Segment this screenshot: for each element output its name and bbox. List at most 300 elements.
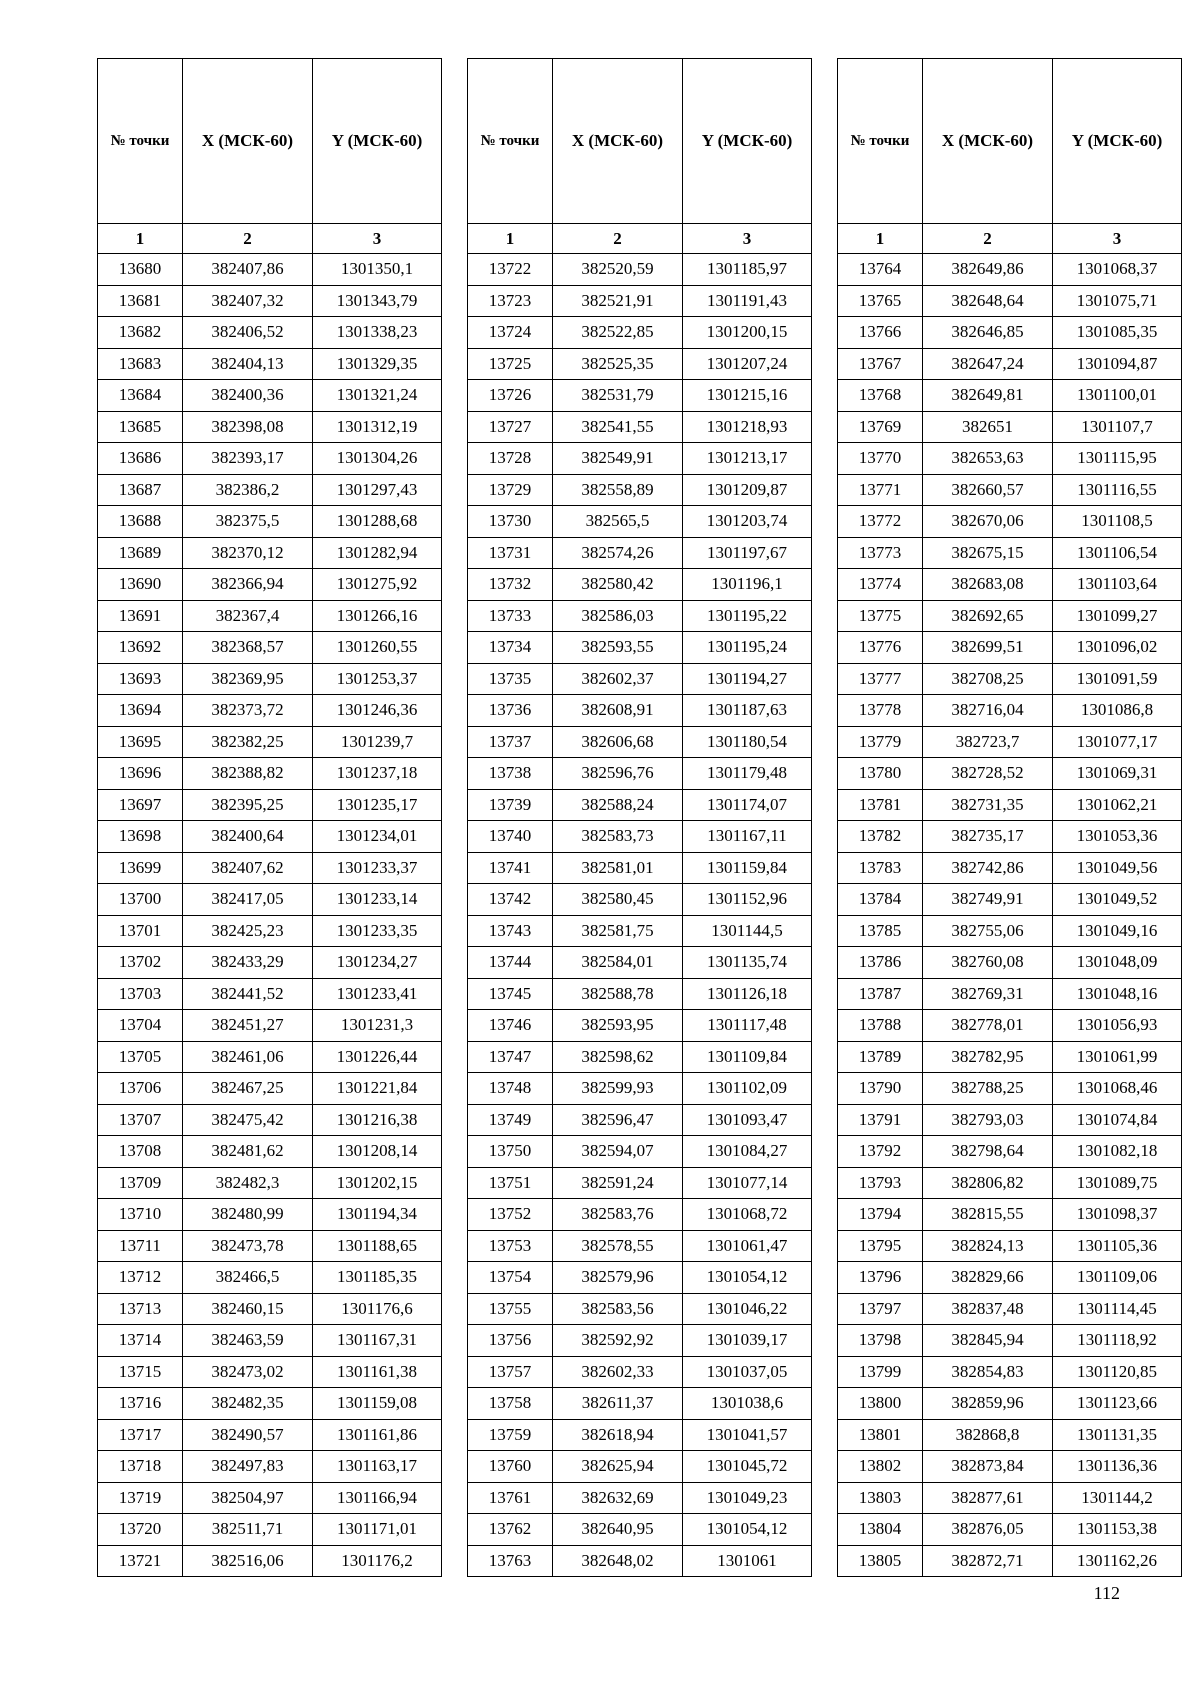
table-row	[838, 1293, 1182, 1325]
y-coordinate-cell: 1301343,79	[313, 285, 442, 317]
y-coordinate-cell: 1301048,09	[1053, 947, 1182, 979]
x-coordinate-cell: 382646,85	[923, 317, 1053, 349]
table-row	[98, 506, 442, 538]
table-row	[468, 632, 812, 664]
table-row	[98, 537, 442, 569]
y-coordinate-cell: 1301136,36	[1053, 1451, 1182, 1483]
y-coordinate-cell: 1301106,54	[1053, 537, 1182, 569]
x-coordinate-cell: 382395,25	[183, 789, 313, 821]
table-row	[468, 474, 812, 506]
header-x: X (МСК-60)	[553, 59, 683, 224]
y-coordinate-cell: 1301304,26	[313, 443, 442, 475]
table-row	[838, 1262, 1182, 1294]
table-row	[98, 1073, 442, 1105]
x-coordinate-cell: 382583,56	[553, 1293, 683, 1325]
y-coordinate-cell: 1301100,01	[1053, 380, 1182, 412]
x-coordinate-cell: 382461,06	[183, 1041, 313, 1073]
x-coordinate-cell: 382373,72	[183, 695, 313, 727]
x-coordinate-cell: 382749,91	[923, 884, 1053, 916]
x-coordinate-cell: 382618,94	[553, 1419, 683, 1451]
y-coordinate-cell: 1301282,94	[313, 537, 442, 569]
table-row	[98, 285, 442, 317]
table-row	[838, 1388, 1182, 1420]
y-coordinate-cell: 1301275,92	[313, 569, 442, 601]
y-coordinate-cell: 1301082,18	[1053, 1136, 1182, 1168]
point-number-cell: 13775	[838, 600, 923, 632]
table-row	[838, 1073, 1182, 1105]
table-row	[468, 852, 812, 884]
column-number: 1	[468, 224, 553, 254]
point-number-cell: 13802	[838, 1451, 923, 1483]
point-number-cell: 13780	[838, 758, 923, 790]
table-row	[468, 1230, 812, 1262]
x-coordinate-cell: 382451,27	[183, 1010, 313, 1042]
table-row	[838, 947, 1182, 979]
table-row	[98, 1388, 442, 1420]
point-number-cell: 13706	[98, 1073, 183, 1105]
y-coordinate-cell: 1301135,74	[683, 947, 812, 979]
x-coordinate-cell: 382632,69	[553, 1482, 683, 1514]
point-number-cell: 13718	[98, 1451, 183, 1483]
table-row	[468, 1545, 812, 1577]
point-number-cell: 13753	[468, 1230, 553, 1262]
y-coordinate-cell: 1301200,15	[683, 317, 812, 349]
point-number-cell: 13759	[468, 1419, 553, 1451]
x-coordinate-cell: 382683,08	[923, 569, 1053, 601]
y-coordinate-cell: 1301107,7	[1053, 411, 1182, 443]
point-number-cell: 13796	[838, 1262, 923, 1294]
y-coordinate-cell: 1301093,47	[683, 1104, 812, 1136]
x-coordinate-cell: 382425,23	[183, 915, 313, 947]
x-coordinate-cell: 382398,08	[183, 411, 313, 443]
table-row	[468, 506, 812, 538]
x-coordinate-cell: 382407,62	[183, 852, 313, 884]
table-row	[838, 1167, 1182, 1199]
x-coordinate-cell: 382778,01	[923, 1010, 1053, 1042]
x-coordinate-cell: 382599,93	[553, 1073, 683, 1105]
point-number-cell: 13752	[468, 1199, 553, 1231]
point-number-cell: 13772	[838, 506, 923, 538]
y-coordinate-cell: 1301167,11	[683, 821, 812, 853]
point-number-cell: 13746	[468, 1010, 553, 1042]
point-number-cell: 13803	[838, 1482, 923, 1514]
x-coordinate-cell: 382788,25	[923, 1073, 1053, 1105]
y-coordinate-cell: 1301312,19	[313, 411, 442, 443]
x-coordinate-cell: 382602,37	[553, 663, 683, 695]
y-coordinate-cell: 1301218,93	[683, 411, 812, 443]
y-coordinate-cell: 1301116,55	[1053, 474, 1182, 506]
table-row	[98, 380, 442, 412]
x-coordinate-cell: 382406,52	[183, 317, 313, 349]
y-coordinate-cell: 1301126,18	[683, 978, 812, 1010]
table-row	[468, 1199, 812, 1231]
table-row	[838, 285, 1182, 317]
table-row	[838, 884, 1182, 916]
point-number-cell: 13756	[468, 1325, 553, 1357]
x-coordinate-cell: 382583,73	[553, 821, 683, 853]
table-row	[98, 695, 442, 727]
y-coordinate-cell: 1301176,6	[313, 1293, 442, 1325]
x-coordinate-cell: 382793,03	[923, 1104, 1053, 1136]
x-coordinate-cell: 382649,86	[923, 254, 1053, 286]
x-coordinate-cell: 382407,86	[183, 254, 313, 286]
column-number: 2	[553, 224, 683, 254]
table-row	[838, 852, 1182, 884]
point-number-cell: 13760	[468, 1451, 553, 1483]
y-coordinate-cell: 1301350,1	[313, 254, 442, 286]
x-coordinate-cell: 382731,35	[923, 789, 1053, 821]
coordinate-table-3	[837, 58, 1182, 1577]
y-coordinate-cell: 1301231,3	[313, 1010, 442, 1042]
table-row	[838, 663, 1182, 695]
y-coordinate-cell: 1301152,96	[683, 884, 812, 916]
y-coordinate-cell: 1301191,43	[683, 285, 812, 317]
point-number-cell: 13717	[98, 1419, 183, 1451]
point-number-cell: 13726	[468, 380, 553, 412]
header-row	[838, 59, 1182, 224]
y-coordinate-cell: 1301239,7	[313, 726, 442, 758]
point-number-cell: 13749	[468, 1104, 553, 1136]
y-coordinate-cell: 1301234,01	[313, 821, 442, 853]
y-coordinate-cell: 1301098,37	[1053, 1199, 1182, 1231]
point-number-cell: 13720	[98, 1514, 183, 1546]
point-number-cell: 13716	[98, 1388, 183, 1420]
y-coordinate-cell: 1301221,84	[313, 1073, 442, 1105]
x-coordinate-cell: 382433,29	[183, 947, 313, 979]
table-row	[98, 1482, 442, 1514]
point-number-cell: 13691	[98, 600, 183, 632]
point-number-cell: 13725	[468, 348, 553, 380]
table-row	[838, 758, 1182, 790]
y-coordinate-cell: 1301108,5	[1053, 506, 1182, 538]
table-row	[98, 600, 442, 632]
y-coordinate-cell: 1301074,84	[1053, 1104, 1182, 1136]
x-coordinate-cell: 382606,68	[553, 726, 683, 758]
point-number-cell: 13778	[838, 695, 923, 727]
x-coordinate-cell: 382584,01	[553, 947, 683, 979]
y-coordinate-cell: 1301187,63	[683, 695, 812, 727]
table-row	[468, 758, 812, 790]
y-coordinate-cell: 1301077,17	[1053, 726, 1182, 758]
x-coordinate-cell: 382660,57	[923, 474, 1053, 506]
x-coordinate-cell: 382473,02	[183, 1356, 313, 1388]
point-number-cell: 13698	[98, 821, 183, 853]
y-coordinate-cell: 1301131,35	[1053, 1419, 1182, 1451]
x-coordinate-cell: 382877,61	[923, 1482, 1053, 1514]
x-coordinate-cell: 382386,2	[183, 474, 313, 506]
table-row	[98, 1041, 442, 1073]
table-row	[98, 317, 442, 349]
table-row	[98, 1230, 442, 1262]
y-coordinate-cell: 1301068,72	[683, 1199, 812, 1231]
point-number-cell: 13781	[838, 789, 923, 821]
x-coordinate-cell: 382417,05	[183, 884, 313, 916]
y-coordinate-cell: 1301077,14	[683, 1167, 812, 1199]
x-coordinate-cell: 382579,96	[553, 1262, 683, 1294]
point-number-cell: 13731	[468, 537, 553, 569]
point-number-cell: 13693	[98, 663, 183, 695]
x-coordinate-cell: 382692,65	[923, 600, 1053, 632]
x-coordinate-cell: 382728,52	[923, 758, 1053, 790]
point-number-cell: 13744	[468, 947, 553, 979]
y-coordinate-cell: 1301171,01	[313, 1514, 442, 1546]
table-row	[98, 348, 442, 380]
x-coordinate-cell: 382815,55	[923, 1199, 1053, 1231]
x-coordinate-cell: 382404,13	[183, 348, 313, 380]
x-coordinate-cell: 382625,94	[553, 1451, 683, 1483]
y-coordinate-cell: 1301321,24	[313, 380, 442, 412]
point-number-cell: 13783	[838, 852, 923, 884]
column-number: 1	[838, 224, 923, 254]
table-row	[468, 1262, 812, 1294]
y-coordinate-cell: 1301215,16	[683, 380, 812, 412]
table-row	[98, 947, 442, 979]
point-number-cell: 13786	[838, 947, 923, 979]
x-coordinate-cell: 382393,17	[183, 443, 313, 475]
table-row	[838, 632, 1182, 664]
table-row	[468, 317, 812, 349]
point-number-cell: 13719	[98, 1482, 183, 1514]
point-number-cell: 13777	[838, 663, 923, 695]
x-coordinate-cell: 382521,91	[553, 285, 683, 317]
y-coordinate-cell: 1301039,17	[683, 1325, 812, 1357]
x-coordinate-cell: 382580,42	[553, 569, 683, 601]
table-body	[838, 254, 1182, 1577]
y-coordinate-cell: 1301297,43	[313, 474, 442, 506]
point-number-cell: 13768	[838, 380, 923, 412]
x-coordinate-cell: 382598,62	[553, 1041, 683, 1073]
table-row	[838, 1545, 1182, 1577]
x-coordinate-cell: 382602,33	[553, 1356, 683, 1388]
x-coordinate-cell: 382382,25	[183, 726, 313, 758]
point-number-cell: 13715	[98, 1356, 183, 1388]
table-row	[838, 821, 1182, 853]
y-coordinate-cell: 1301049,16	[1053, 915, 1182, 947]
table-row	[98, 1514, 442, 1546]
x-coordinate-cell: 382481,62	[183, 1136, 313, 1168]
table-row	[98, 1451, 442, 1483]
table-row	[98, 1293, 442, 1325]
point-number-cell: 13735	[468, 663, 553, 695]
column-number: 3	[1053, 224, 1182, 254]
table-row	[98, 1545, 442, 1577]
y-coordinate-cell: 1301144,5	[683, 915, 812, 947]
y-coordinate-cell: 1301046,22	[683, 1293, 812, 1325]
point-number-cell: 13696	[98, 758, 183, 790]
table-row	[468, 1073, 812, 1105]
point-number-cell: 13695	[98, 726, 183, 758]
table-row	[98, 852, 442, 884]
x-coordinate-cell: 382824,13	[923, 1230, 1053, 1262]
table-row	[98, 1136, 442, 1168]
y-coordinate-cell: 1301061,99	[1053, 1041, 1182, 1073]
point-number-cell: 13702	[98, 947, 183, 979]
table-row	[468, 600, 812, 632]
y-coordinate-cell: 1301195,22	[683, 600, 812, 632]
point-number-cell: 13738	[468, 758, 553, 790]
table-row	[468, 726, 812, 758]
point-number-cell: 13685	[98, 411, 183, 443]
x-coordinate-cell: 382370,12	[183, 537, 313, 569]
y-coordinate-cell: 1301161,86	[313, 1419, 442, 1451]
x-coordinate-cell: 382475,42	[183, 1104, 313, 1136]
y-coordinate-cell: 1301197,67	[683, 537, 812, 569]
table-row	[838, 695, 1182, 727]
x-coordinate-cell: 382735,17	[923, 821, 1053, 853]
x-coordinate-cell: 382482,35	[183, 1388, 313, 1420]
table-row	[468, 1104, 812, 1136]
point-number-cell: 13723	[468, 285, 553, 317]
column-number: 2	[183, 224, 313, 254]
y-coordinate-cell: 1301207,24	[683, 348, 812, 380]
y-coordinate-cell: 1301195,24	[683, 632, 812, 664]
x-coordinate-cell: 382463,59	[183, 1325, 313, 1357]
table-row	[468, 1514, 812, 1546]
table-row	[838, 600, 1182, 632]
y-coordinate-cell: 1301089,75	[1053, 1167, 1182, 1199]
table-row	[838, 1482, 1182, 1514]
column-number-row	[98, 224, 442, 254]
table-row	[838, 789, 1182, 821]
x-coordinate-cell: 382755,06	[923, 915, 1053, 947]
x-coordinate-cell: 382467,25	[183, 1073, 313, 1105]
table-row	[838, 1419, 1182, 1451]
x-coordinate-cell: 382466,5	[183, 1262, 313, 1294]
y-coordinate-cell: 1301166,94	[313, 1482, 442, 1514]
x-coordinate-cell: 382580,45	[553, 884, 683, 916]
point-number-cell: 13785	[838, 915, 923, 947]
y-coordinate-cell: 1301196,1	[683, 569, 812, 601]
y-coordinate-cell: 1301048,16	[1053, 978, 1182, 1010]
point-number-cell: 13793	[838, 1167, 923, 1199]
x-coordinate-cell: 382675,15	[923, 537, 1053, 569]
column-number: 1	[98, 224, 183, 254]
y-coordinate-cell: 1301233,14	[313, 884, 442, 916]
y-coordinate-cell: 1301096,02	[1053, 632, 1182, 664]
table-row	[98, 978, 442, 1010]
point-number-cell: 13800	[838, 1388, 923, 1420]
x-coordinate-cell: 382581,01	[553, 852, 683, 884]
x-coordinate-cell: 382407,32	[183, 285, 313, 317]
point-number-cell: 13766	[838, 317, 923, 349]
y-coordinate-cell: 1301163,17	[313, 1451, 442, 1483]
point-number-cell: 13791	[838, 1104, 923, 1136]
x-coordinate-cell: 382482,3	[183, 1167, 313, 1199]
table-row	[838, 1230, 1182, 1262]
table-row	[98, 254, 442, 286]
table-row	[838, 506, 1182, 538]
x-coordinate-cell: 382593,95	[553, 1010, 683, 1042]
y-coordinate-cell: 1301049,56	[1053, 852, 1182, 884]
table-row	[468, 947, 812, 979]
y-coordinate-cell: 1301174,07	[683, 789, 812, 821]
table-row	[468, 285, 812, 317]
x-coordinate-cell: 382574,26	[553, 537, 683, 569]
y-coordinate-cell: 1301185,35	[313, 1262, 442, 1294]
point-number-cell: 13790	[838, 1073, 923, 1105]
point-number-cell: 13801	[838, 1419, 923, 1451]
y-coordinate-cell: 1301109,06	[1053, 1262, 1182, 1294]
x-coordinate-cell: 382558,89	[553, 474, 683, 506]
point-number-cell: 13779	[838, 726, 923, 758]
y-coordinate-cell: 1301102,09	[683, 1073, 812, 1105]
point-number-cell: 13682	[98, 317, 183, 349]
x-coordinate-cell: 382504,97	[183, 1482, 313, 1514]
y-coordinate-cell: 1301216,38	[313, 1104, 442, 1136]
table-row	[468, 537, 812, 569]
x-coordinate-cell: 382388,82	[183, 758, 313, 790]
x-coordinate-cell: 382651	[923, 411, 1053, 443]
y-coordinate-cell: 1301176,2	[313, 1545, 442, 1577]
point-number-cell: 13736	[468, 695, 553, 727]
table-row	[468, 1451, 812, 1483]
table-row	[98, 632, 442, 664]
y-coordinate-cell: 1301233,35	[313, 915, 442, 947]
table-row	[838, 1356, 1182, 1388]
table-row	[98, 663, 442, 695]
header-y: Y (МСК-60)	[1053, 59, 1182, 224]
x-coordinate-cell: 382460,15	[183, 1293, 313, 1325]
table-row	[98, 1356, 442, 1388]
x-coordinate-cell: 382798,64	[923, 1136, 1053, 1168]
table-row	[838, 254, 1182, 286]
y-coordinate-cell: 1301188,65	[313, 1230, 442, 1262]
x-coordinate-cell: 382531,79	[553, 380, 683, 412]
point-number-cell: 13750	[468, 1136, 553, 1168]
point-number-cell: 13712	[98, 1262, 183, 1294]
x-coordinate-cell: 382647,24	[923, 348, 1053, 380]
header-x: X (МСК-60)	[923, 59, 1053, 224]
point-number-cell: 13739	[468, 789, 553, 821]
x-coordinate-cell: 382375,5	[183, 506, 313, 538]
y-coordinate-cell: 1301062,21	[1053, 789, 1182, 821]
point-number-cell: 13776	[838, 632, 923, 664]
point-number-cell: 13737	[468, 726, 553, 758]
x-coordinate-cell: 382369,95	[183, 663, 313, 695]
x-coordinate-cell: 382511,71	[183, 1514, 313, 1546]
y-coordinate-cell: 1301253,37	[313, 663, 442, 695]
x-coordinate-cell: 382649,81	[923, 380, 1053, 412]
table-row	[98, 443, 442, 475]
point-number-cell: 13733	[468, 600, 553, 632]
point-number-cell: 13797	[838, 1293, 923, 1325]
table-row	[98, 758, 442, 790]
x-coordinate-cell: 382611,37	[553, 1388, 683, 1420]
y-coordinate-cell: 1301105,36	[1053, 1230, 1182, 1262]
point-number-cell: 13784	[838, 884, 923, 916]
point-number-cell: 13789	[838, 1041, 923, 1073]
table-row	[468, 1136, 812, 1168]
table-row	[468, 1482, 812, 1514]
column-number: 3	[683, 224, 812, 254]
y-coordinate-cell: 1301208,14	[313, 1136, 442, 1168]
point-number-cell: 13792	[838, 1136, 923, 1168]
table-row	[468, 978, 812, 1010]
table-row	[838, 411, 1182, 443]
point-number-cell: 13713	[98, 1293, 183, 1325]
point-number-cell: 13795	[838, 1230, 923, 1262]
y-coordinate-cell: 1301288,68	[313, 506, 442, 538]
table-row	[468, 884, 812, 916]
y-coordinate-cell: 1301329,35	[313, 348, 442, 380]
x-coordinate-cell: 382859,96	[923, 1388, 1053, 1420]
y-coordinate-cell: 1301194,34	[313, 1199, 442, 1231]
table-row	[468, 348, 812, 380]
x-coordinate-cell: 382837,48	[923, 1293, 1053, 1325]
point-number-cell: 13708	[98, 1136, 183, 1168]
x-coordinate-cell: 382608,91	[553, 695, 683, 727]
header-x: X (МСК-60)	[183, 59, 313, 224]
